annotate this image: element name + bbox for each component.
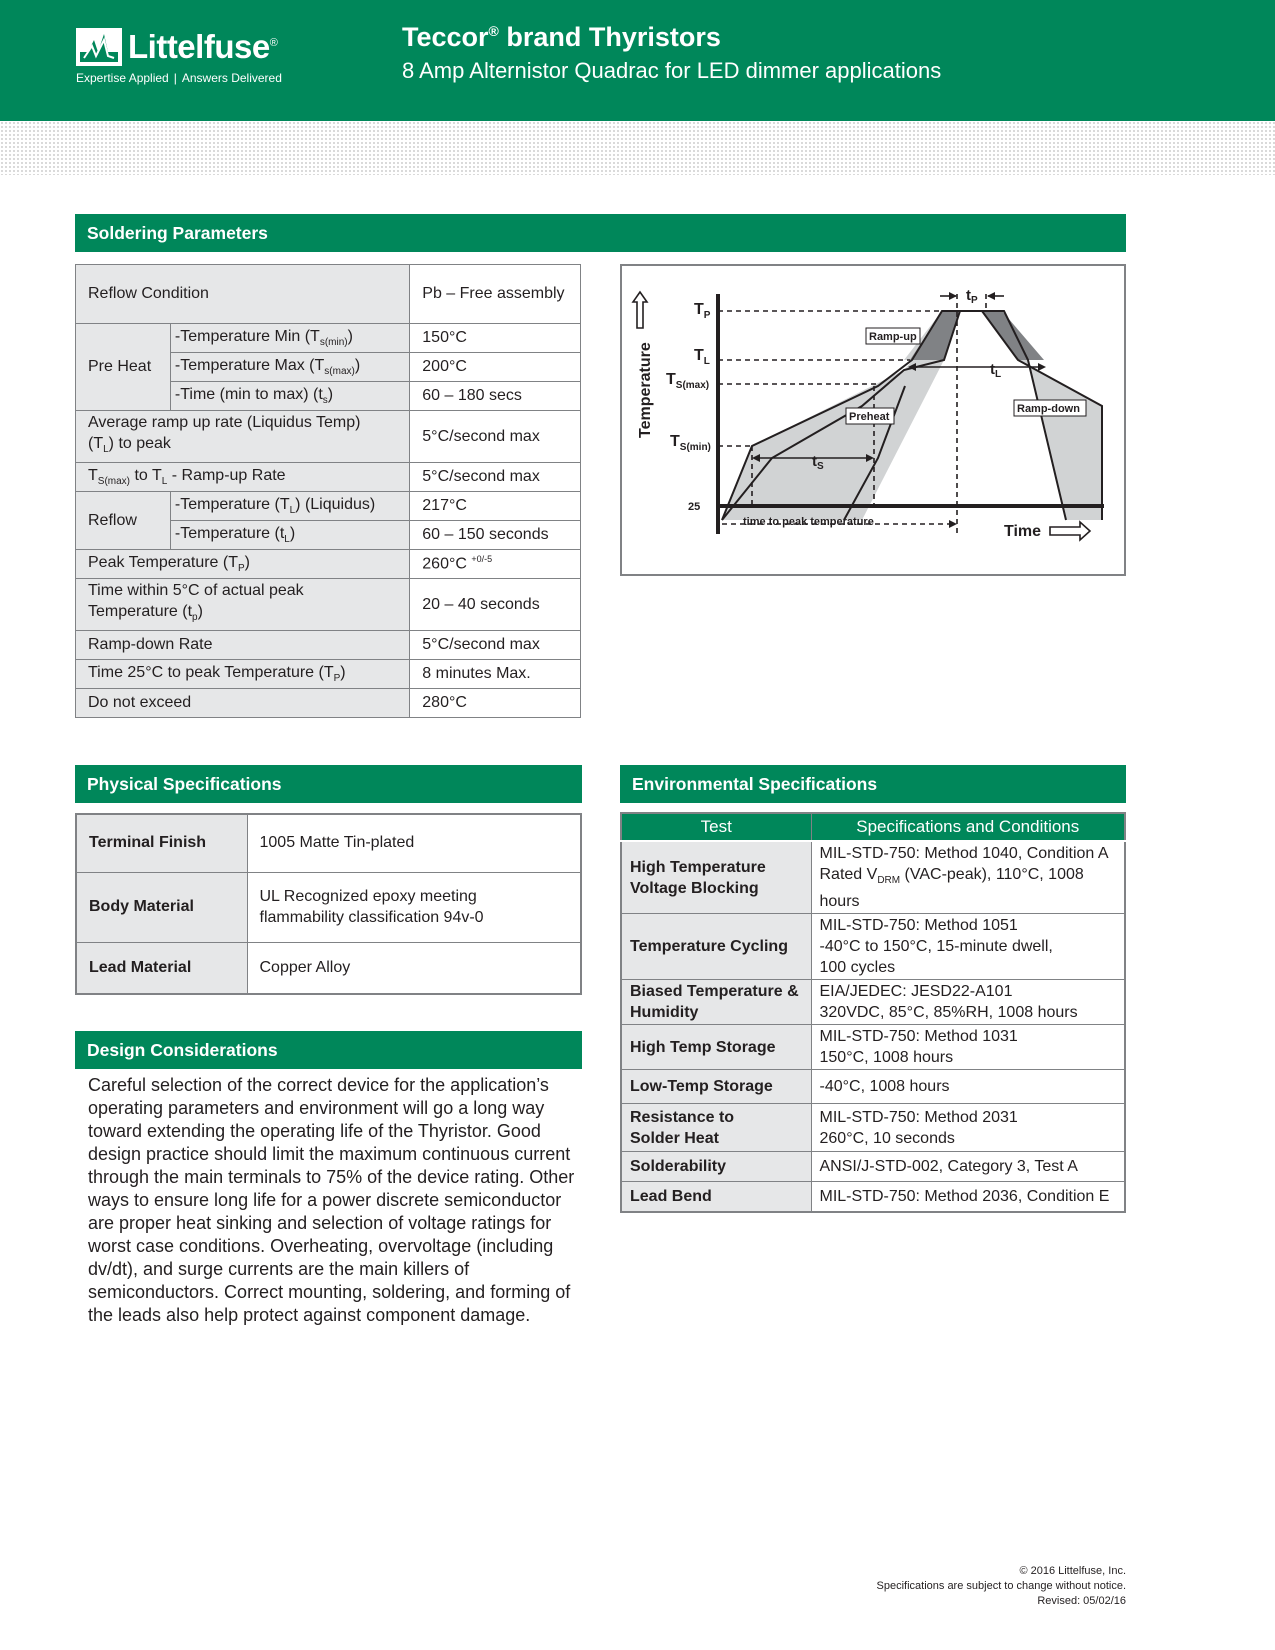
table-cell: Pre Heat	[76, 324, 171, 411]
table-cell: 217°C	[410, 492, 581, 521]
tl-time-label: $t_L$	[990, 361, 1002, 380]
table-cell: High Temperature Voltage Blocking	[621, 841, 811, 914]
table-cell: 5°C/second max	[410, 631, 581, 660]
table-cell: Biased Temperature & Humidity	[621, 980, 811, 1025]
table-cell: Low-Temp Storage	[621, 1070, 811, 1104]
table-cell: MIL-STD-750: Method 1040, Condition A Rated $V_{DRM}$ (VAC-peak), 110°C, 1008 hours	[811, 841, 1125, 914]
table-cell: 5°C/second max	[410, 411, 581, 463]
tp-time-label: $t_P$	[966, 287, 978, 306]
table-cell: Pb – Free assembly	[410, 265, 581, 324]
table-cell: 5°C/second max	[410, 463, 581, 492]
peak-time-arrow-head	[949, 520, 957, 528]
table-cell: High Temp Storage	[621, 1025, 811, 1070]
table-cell: 260°C $^{+0/-5}$	[410, 550, 581, 579]
y-axis-label: Temperature	[637, 342, 654, 438]
table-cell: Time within 5°C of actual peak Temperature $(t_p)$	[76, 579, 410, 631]
rampdown-tag: Ramp-down	[1017, 403, 1080, 415]
table-cell: -Time (min to max) $(t_s)$	[170, 382, 409, 411]
column-header: Test	[621, 813, 811, 841]
dot-pattern-band	[0, 121, 1275, 175]
table-cell: Peak Temperature $(T_P)$	[76, 550, 410, 579]
revision-date: Revised: 05/02/16	[1037, 1595, 1126, 1607]
reflow-profile-diagram	[620, 264, 1126, 576]
table-cell: ANSI/J-STD-002, Category 3, Test A	[811, 1152, 1125, 1182]
table-cell: EIA/JEDEC: JESD22-A101 320VDC, 85°C, 85%RH, 1008 hours	[811, 980, 1125, 1025]
table-cell: -Temperature Max $(T_{s(max)})$	[170, 353, 409, 382]
table-cell: Reflow	[76, 492, 171, 550]
tp-arrow-left-head	[949, 292, 957, 300]
table-cell: Ramp-down Rate	[76, 631, 410, 660]
tagline: Expertise Applied | Answers Delivered	[76, 71, 282, 85]
notice: Specifications are subject to change without notice.	[876, 1580, 1126, 1592]
physical-table	[75, 813, 582, 995]
table-cell: Lead Bend	[621, 1182, 811, 1212]
table-cell: -Temperature Min $(T_{s(min)})$	[170, 324, 409, 353]
soldering-heading: Soldering Parameters	[75, 214, 1126, 252]
table-cell: MIL-STD-750: Method 1031 150°C, 1008 hours	[811, 1025, 1125, 1070]
table-cell: Lead Material	[76, 942, 247, 994]
table-cell: -Temperature $(T_L)$ (Liquidus)	[170, 492, 409, 521]
environmental-table	[620, 812, 1126, 1213]
table-cell: -40°C, 1008 hours	[811, 1070, 1125, 1104]
tsmin-label: $T_{S(min)}$	[670, 433, 711, 453]
rampup-tag: Ramp-up	[869, 331, 917, 343]
table-cell: Time 25°C to peak Temperature $(T_P)$	[76, 660, 410, 689]
tp-arrow-right-head	[987, 292, 995, 300]
table-cell: Copper Alloy	[247, 942, 581, 994]
page-header	[0, 0, 1275, 121]
table-cell: Solderability	[621, 1152, 811, 1182]
document-subtitle: 8 Amp Alternistor Quadrac for LED dimmer applications	[402, 58, 942, 83]
table-cell: 20 – 40 seconds	[410, 579, 581, 631]
table-cell: 8 minutes Max.	[410, 660, 581, 689]
table-cell: 150°C	[410, 324, 581, 353]
time-to-peak-label: time to peak temperature	[743, 516, 874, 528]
table-cell: -Temperature $(t_L)$	[170, 521, 409, 550]
lower-envelope-region	[722, 350, 944, 520]
table-cell: Do not exceed	[76, 689, 410, 718]
tsmax-label: $T_{S(max)}$	[666, 371, 710, 391]
tp-label: $T_P$	[694, 301, 711, 321]
x-axis-label: Time	[1004, 523, 1042, 540]
table-cell: 60 – 150 seconds	[410, 521, 581, 550]
copyright: © 2016 Littelfuse, Inc.	[1019, 1565, 1126, 1577]
table-cell: MIL-STD-750: Method 1051 -40°C to 150°C, 15-minute dwell, 100 cycles	[811, 914, 1125, 980]
table-cell: 200°C	[410, 353, 581, 382]
t25-label: 25	[688, 501, 701, 513]
soldering-table	[75, 264, 581, 718]
tl-label: $T_L$	[694, 347, 710, 367]
preheat-tag: Preheat	[849, 411, 890, 423]
design-heading: Design Considerations	[75, 1031, 582, 1069]
reflow-profile-svg	[622, 266, 1124, 574]
column-header: Specifications and Conditions	[811, 813, 1125, 841]
table-cell: 1005 Matte Tin-plated	[247, 814, 581, 872]
physical-heading: Physical Specifications	[75, 765, 582, 803]
table-cell: Resistance to Solder Heat	[621, 1104, 811, 1152]
design-text: Careful selection of the correct device for the application’s operating parameters and environment will go a long way toward extending the operating life of the Thyristor. Good design practice should limit the maximum continuous current through the main terminals to 75% of the device rating. Other ways to ensure long life for a power discrete semiconductor are proper heat sinking and selection of voltage ratings for worst case conditions. Overheating, overvoltage (including dv/dt), and surge currents are the main killers of semiconductors. Correct mounting, soldering, and forming of the leads also help protect against component damage.	[88, 1075, 575, 1325]
table-cell: Reflow Condition	[76, 265, 410, 324]
table-cell: Average ramp up rate (Liquidus Temp) $(T_L)$ to peak	[76, 411, 410, 463]
table-cell: MIL-STD-750: Method 2036, Condition E	[811, 1182, 1125, 1212]
tl-arrow-right-head	[1038, 363, 1046, 371]
temperature-arrow-icon	[633, 292, 647, 328]
environmental-heading: Environmental Specifications	[620, 765, 1126, 803]
table-cell: Body Material	[76, 872, 247, 942]
table-cell: Temperature Cycling	[621, 914, 811, 980]
table-cell: MIL-STD-750: Method 2031 260°C, 10 seconds	[811, 1104, 1125, 1152]
table-cell: 60 – 180 secs	[410, 382, 581, 411]
littelfuse-logo-icon	[76, 28, 122, 66]
table-cell: Terminal Finish	[76, 814, 247, 872]
brand-name: Littelfuse®	[128, 28, 278, 65]
table-cell: UL Recognized epoxy meeting flammability classification 94v-0	[247, 872, 581, 942]
time-arrow-icon	[1050, 522, 1090, 540]
page-footer	[877, 1564, 1126, 1609]
ts-time-label: $t_S$	[812, 453, 824, 472]
table-cell: $T_{S(max)}$ to $T_L$ - Ramp-up Rate	[76, 463, 410, 492]
document-title: Teccor® brand Thyristors	[402, 22, 721, 52]
logo	[76, 28, 282, 85]
table-cell: 280°C	[410, 689, 581, 718]
